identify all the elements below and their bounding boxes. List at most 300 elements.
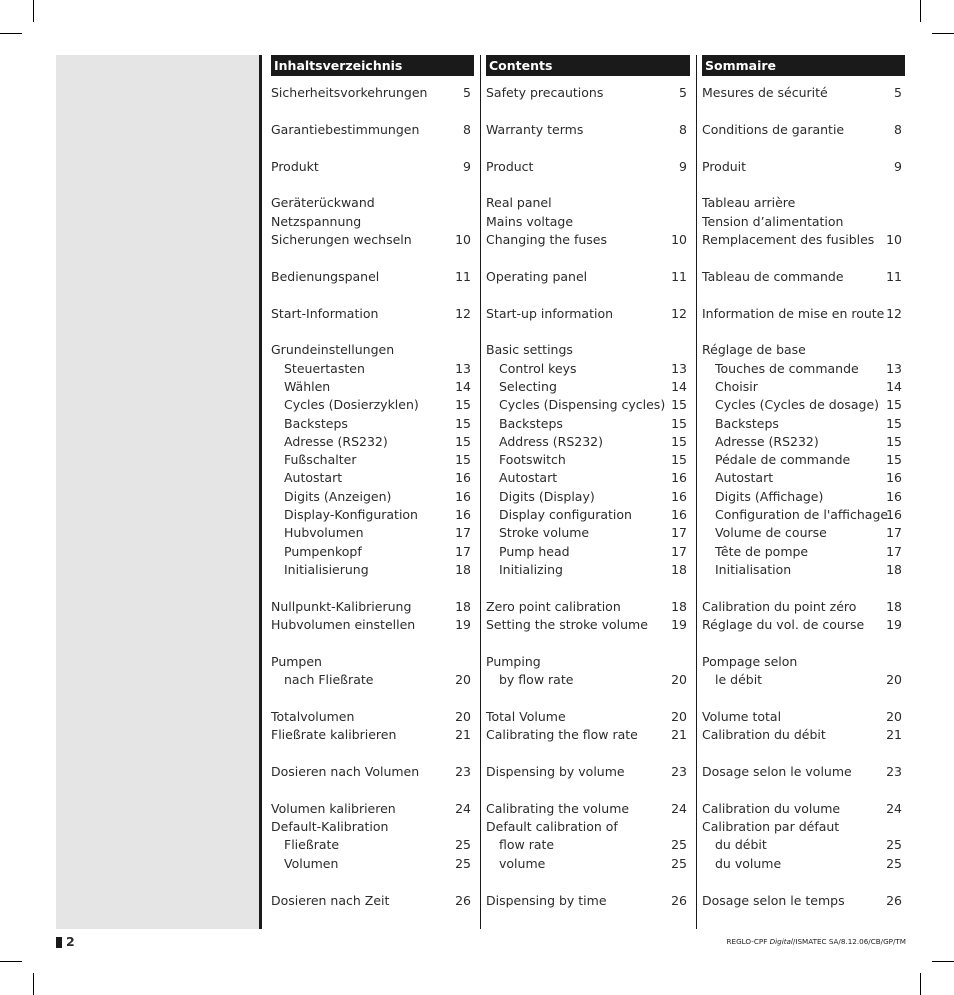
toc-entry-page: 9 [679,158,687,174]
toc-entry-page: 15 [455,433,471,449]
toc-entry-title: Safety precautions [486,85,604,100]
toc-entry-title: Fußschalter [284,452,357,468]
toc-entry [486,415,690,433]
toc-entry-title: Calibration du débit [702,727,826,743]
toc-entry-title: Mains voltage [486,213,574,229]
toc-entry-title: du débit [715,837,767,853]
toc-entry-title: Display configuration [499,507,632,523]
side-panel [56,55,259,929]
toc-entry-page: 16 [455,507,471,523]
toc-entry-title: Pump head [499,543,570,559]
toc-entry [702,396,905,414]
toc-entry-page: 18 [455,561,471,577]
toc-entry-page: 23 [671,764,687,780]
toc-entry-page: 15 [671,415,687,431]
toc-entry-page: 8 [679,121,687,137]
toc-group [271,194,474,249]
toc-entry-title: Netzspannung [271,213,362,229]
toc-entry-title: Produit [702,158,747,174]
toc-entry [271,708,474,726]
toc-entry-page: 17 [671,525,687,541]
toc-entry-title: Adresse (RS232) [284,433,388,449]
toc-entry-page: 25 [671,837,687,853]
toc-entry [486,213,690,231]
toc-entry-title: Totalvolumen [271,708,355,724]
toc-entry-page: 16 [671,470,687,486]
toc-group [486,763,690,781]
toc-entry-title: Initializing [499,561,563,577]
toc-entry [702,433,905,451]
toc-entry [271,506,474,524]
toc-group [702,121,905,139]
toc-entry-page: 23 [886,764,902,780]
toc-entry-page: 15 [671,452,687,468]
toc-entry-title: Footswitch [499,452,566,468]
toc-entry-page: 13 [671,360,687,376]
toc-entry [702,84,905,102]
toc-entry-page: 8 [894,121,902,137]
toc-entry-page: 15 [886,433,902,449]
toc-entry [486,561,690,579]
toc-entry-title: Steuertasten [284,360,365,376]
toc-entry-page: 20 [671,672,687,688]
toc-group [486,892,690,910]
toc-entry-title: Calibration du point zéro [702,598,857,614]
toc-entry [702,231,905,249]
toc-entry-page: 25 [455,855,471,871]
toc-entry-title: Calibration du volume [702,800,841,816]
toc-entry-title: Tableau de commande [702,268,844,284]
toc-group [271,121,474,139]
toc-entry-title: Dosage selon le volume [702,764,852,780]
toc-group [702,892,905,910]
toc-entry-page: 19 [671,617,687,633]
toc-entry-page: 16 [455,470,471,486]
toc-entry-page: 13 [455,360,471,376]
toc-group [702,158,905,176]
toc-entry [486,763,690,781]
toc-entry [271,213,474,231]
toc-group [702,598,905,635]
toc-entry-page: 16 [671,488,687,504]
toc-entry [271,726,474,744]
toc-entry-page: 12 [886,305,902,321]
toc-entry [271,671,474,689]
toc-group [702,341,905,579]
toc-entry-title: Autostart [499,470,558,486]
toc-entry [702,415,905,433]
toc-entry [702,360,905,378]
toc-entry [271,158,474,176]
page-number-marker [56,937,62,948]
toc-entry [702,469,905,487]
toc-entry [702,763,905,781]
toc-entry-title: by flow rate [499,672,574,688]
toc-entry-page: 14 [455,378,471,394]
crop-mark [0,961,22,962]
toc-entry [702,268,905,286]
toc-entry [486,433,690,451]
toc-entry [271,194,474,212]
toc-entry-page: 26 [886,892,902,908]
toc-entry [271,763,474,781]
toc-entry-page: 24 [671,800,687,816]
toc-entry-title: Fließrate [284,837,340,853]
toc-group [702,305,905,323]
toc-entry-title: volume [499,855,546,871]
toc-entry [271,305,474,323]
toc-entry-page: 10 [886,231,902,247]
toc-entry-page: 18 [886,598,902,614]
toc-entry-page: 5 [894,85,902,100]
toc-entry [486,305,690,323]
toc-entry-page: 8 [463,121,471,137]
toc-entry-page: 16 [455,488,471,504]
toc-entry-title: Choisir [715,378,758,394]
toc-entry-title: Tension d’alimentation [702,213,844,229]
column-heading: Sommaire [702,55,905,76]
toc-entry-title: Volume de course [715,525,827,541]
toc-entry-title: Pumpen [271,653,322,669]
toc-entry-title: Control keys [499,360,577,376]
toc-entry-title: Basic settings [486,342,573,358]
toc-entry-page: 20 [455,708,471,724]
toc-group [702,84,905,102]
toc-entry-page: 23 [455,764,471,780]
toc-entry-title: Default calibration of [486,819,618,835]
toc-entry [486,341,690,359]
toc-entry [486,378,690,396]
toc-entry-title: Default-Kalibration [271,819,389,835]
toc-entry-page: 17 [886,543,902,559]
toc-group [702,268,905,286]
toc-entry-title: Pédale de commande [715,452,851,468]
toc-entry-title: Backsteps [715,415,779,431]
toc-entry-page: 20 [886,708,902,724]
toc-entry [271,121,474,139]
toc-entry [702,341,905,359]
toc-entry [486,194,690,212]
toc-entry-page: 25 [671,855,687,871]
toc-entry-title: Configuration de l'affichage [715,507,889,523]
toc-entry-title: Pumping [486,653,541,669]
toc-entry [702,451,905,469]
toc-entry-title: Bedienungspanel [271,268,380,284]
toc-entry-title: Operating panel [486,268,588,284]
toc-entry-page: 15 [455,452,471,468]
toc-entry-title: Remplacement des fusibles [702,231,875,247]
crop-mark [33,0,34,22]
toc-entry-page: 5 [463,85,471,100]
toc-entry-page: 24 [455,800,471,816]
toc-entry-title: Cycles (Cycles de dosage) [715,397,880,413]
toc-group [271,84,474,102]
toc-entry-title: Zero point calibration [486,598,621,614]
toc-entry-title: Conditions de garantie [702,121,845,137]
toc-entry-title: flow rate [499,837,555,853]
toc-entry [702,543,905,561]
toc-entry [486,469,690,487]
toc-entry-title: Stroke volume [499,525,590,541]
toc-entry-page: 15 [886,452,902,468]
toc-entry-title: Changing the fuses [486,231,607,247]
toc-entry [486,231,690,249]
toc-entry-page: 9 [463,158,471,174]
toc-entry-title: Calibrating the flow rate [486,727,638,743]
toc-entry [271,469,474,487]
toc-entry [271,653,474,671]
crop-mark [932,33,954,34]
toc-entry-title: Dispensing by time [486,892,607,908]
toc-entry-page: 21 [455,727,471,743]
toc-entry-page: 26 [455,892,471,908]
toc-entry-title: Digits (Anzeigen) [284,488,392,504]
toc-column-french [702,55,905,928]
toc-entry-page: 25 [455,837,471,853]
toc-group [702,708,905,745]
toc-entry [702,158,905,176]
toc-entry [486,488,690,506]
toc-entry [486,598,690,616]
toc-group [486,800,690,873]
toc-entry-title: Real panel [486,195,552,211]
column-divider [259,55,262,929]
toc-entry-page: 15 [671,397,687,413]
toc-entry-page: 10 [455,231,471,247]
toc-entry-page: 18 [455,598,471,614]
toc-group [271,305,474,323]
crop-mark [932,961,954,962]
toc-entry [271,598,474,616]
toc-group [271,268,474,286]
toc-entry-title: Calibration par défaut [702,819,840,835]
toc-entry-page: 21 [671,727,687,743]
toc-group [486,653,690,690]
toc-entry-title: Réglage du vol. de course [702,617,865,633]
toc-entry-title: Garantiebestimmungen [271,121,420,137]
toc-entry-page: 12 [455,305,471,321]
toc-entry-title: Dispensing by volume [486,764,625,780]
toc-entry-page: 11 [886,268,902,284]
toc-entry-page: 26 [671,892,687,908]
toc-entry-title: Tableau arrière [702,195,796,211]
toc-group [486,305,690,323]
crop-mark [920,0,921,22]
toc-entry-title: Dosieren nach Zeit [271,892,390,908]
toc-entry [486,543,690,561]
toc-entry [702,708,905,726]
toc-column-german [271,55,474,928]
toc-entry [486,836,690,854]
toc-entry [271,543,474,561]
toc-entry-title: Mesures de sécurité [702,85,828,100]
toc-entry-title: Nullpunkt-Kalibrierung [271,598,412,614]
toc-entry-title: Total Volume [486,708,566,724]
toc-entry-page: 10 [671,231,687,247]
toc-entry-page: 25 [886,855,902,871]
toc-group [486,708,690,745]
toc-entry [271,836,474,854]
toc-entry [486,855,690,873]
toc-entry [486,451,690,469]
toc-entry-title: Cycles (Dispensing cycles) [499,397,666,413]
toc-entry-title: Sicherheitsvorkehrungen [271,85,428,100]
toc-entry-title: Wählen [284,378,331,394]
toc-entry-page: 16 [886,507,902,523]
toc-entry [271,360,474,378]
toc-entry-page: 11 [671,268,687,284]
toc-entry-page: 12 [671,305,687,321]
toc-entry-title: Autostart [284,470,343,486]
toc-group [702,194,905,249]
toc-entry [702,506,905,524]
toc-entry [486,268,690,286]
toc-entry-page: 14 [886,378,902,394]
column-heading: Contents [486,55,690,76]
toc-entry-title: Initialisation [715,561,792,577]
toc-entry-title: Volumen kalibrieren [271,800,396,816]
toc-entry [271,341,474,359]
toc-entry-page: 17 [455,525,471,541]
toc-entry [702,836,905,854]
toc-entry [271,396,474,414]
toc-entry-page: 17 [455,543,471,559]
toc-entry [702,561,905,579]
toc-entry-title: Cycles (Dosierzyklen) [284,397,419,413]
toc-entry-page: 9 [894,158,902,174]
column-divider [696,55,697,929]
toc-entry [486,121,690,139]
toc-entry [702,855,905,873]
toc-entry [486,708,690,726]
toc-entry-title: Fließrate kalibrieren [271,727,397,743]
toc-entry [271,800,474,818]
toc-entry [486,360,690,378]
toc-entry-page: 18 [886,561,902,577]
toc-group [486,194,690,249]
toc-entries [702,84,905,910]
toc-entry [271,84,474,102]
toc-entry [486,818,690,836]
toc-group [486,598,690,635]
toc-entry-title: Start-Information [271,305,379,321]
toc-group [702,763,905,781]
toc-entry-title: Information de mise en route [702,305,885,321]
toc-entry [702,378,905,396]
toc-entry-title: Backsteps [284,415,348,431]
toc-entry [271,451,474,469]
toc-entry-title: Réglage de base [702,342,806,358]
toc-entry-title: Setting the stroke volume [486,617,648,633]
toc-entry-page: 11 [455,268,471,284]
toc-entry [271,433,474,451]
toc-entry [702,818,905,836]
toc-entry-title: Volumen [284,855,339,871]
toc-entry [271,378,474,396]
toc-entry-page: 14 [671,378,687,394]
toc-entry [702,121,905,139]
toc-entry-title: Display-Konfiguration [284,507,418,523]
toc-entry-title: le débit [715,672,763,688]
toc-entry-page: 18 [671,561,687,577]
toc-entry [271,616,474,634]
toc-entry-page: 13 [886,360,902,376]
toc-entry-page: 15 [455,415,471,431]
toc-entry-page: 16 [886,488,902,504]
toc-entry-title: Pumpenkopf [284,543,362,559]
toc-entry-title: Address (RS232) [499,433,603,449]
crop-mark [920,973,921,995]
toc-entry-page: 20 [671,708,687,724]
toc-group [271,708,474,745]
column-heading: Inhaltsverzeichnis [271,55,474,76]
toc-entry [271,268,474,286]
toc-entry-title: Start-up information [486,305,614,321]
toc-entry-page: 16 [886,470,902,486]
toc-entry [486,653,690,671]
toc-entry-page: 15 [886,397,902,413]
toc-group [271,653,474,690]
footer-suffix: /ISMATEC SA/8.12.06/CB/GP/TM [792,937,906,946]
toc-entry [271,818,474,836]
toc-entry-page: 17 [886,525,902,541]
toc-entry [702,213,905,231]
toc-entry-page: 18 [671,598,687,614]
toc-entry-title: nach Fließrate [284,672,374,688]
toc-group [486,158,690,176]
toc-entry [702,671,905,689]
toc-group [486,121,690,139]
toc-entry [486,726,690,744]
toc-group [271,892,474,910]
toc-entry-title: Grundeinstellungen [271,342,395,358]
toc-entry-title: Produkt [271,158,319,174]
toc-entry [271,892,474,910]
toc-entry [486,616,690,634]
toc-entry [702,800,905,818]
crop-mark [0,33,22,34]
toc-group [271,598,474,635]
toc-entry [702,726,905,744]
toc-entry [486,84,690,102]
toc-entry-title: Sicherungen wechseln [271,231,412,247]
toc-entry-page: 15 [671,433,687,449]
column-divider [480,55,481,929]
toc-entry [271,855,474,873]
toc-entry [486,671,690,689]
toc-entry-title: Initialisierung [284,561,369,577]
toc-entry-title: Backsteps [499,415,563,431]
toc-column-english [486,55,690,928]
toc-entry-title: du volume [715,855,782,871]
toc-entry-page: 21 [886,727,902,743]
toc-entry-title: Dosieren nach Volumen [271,764,420,780]
toc-entry-title: Hubvolumen [284,525,364,541]
toc-entry-page: 20 [455,672,471,688]
toc-entries [271,84,474,910]
toc-entry-title: Digits (Affichage) [715,488,824,504]
toc-entry-title: Dosage selon le temps [702,892,845,908]
footer-reference [727,937,906,947]
toc-entry-title: Pompage selon [702,653,798,669]
crop-mark [33,973,34,995]
toc-entry [702,598,905,616]
toc-group [486,84,690,102]
toc-entry-title: Autostart [715,470,774,486]
footer-italic: Digital [769,937,793,946]
toc-entry [271,415,474,433]
toc-entries [486,84,690,910]
